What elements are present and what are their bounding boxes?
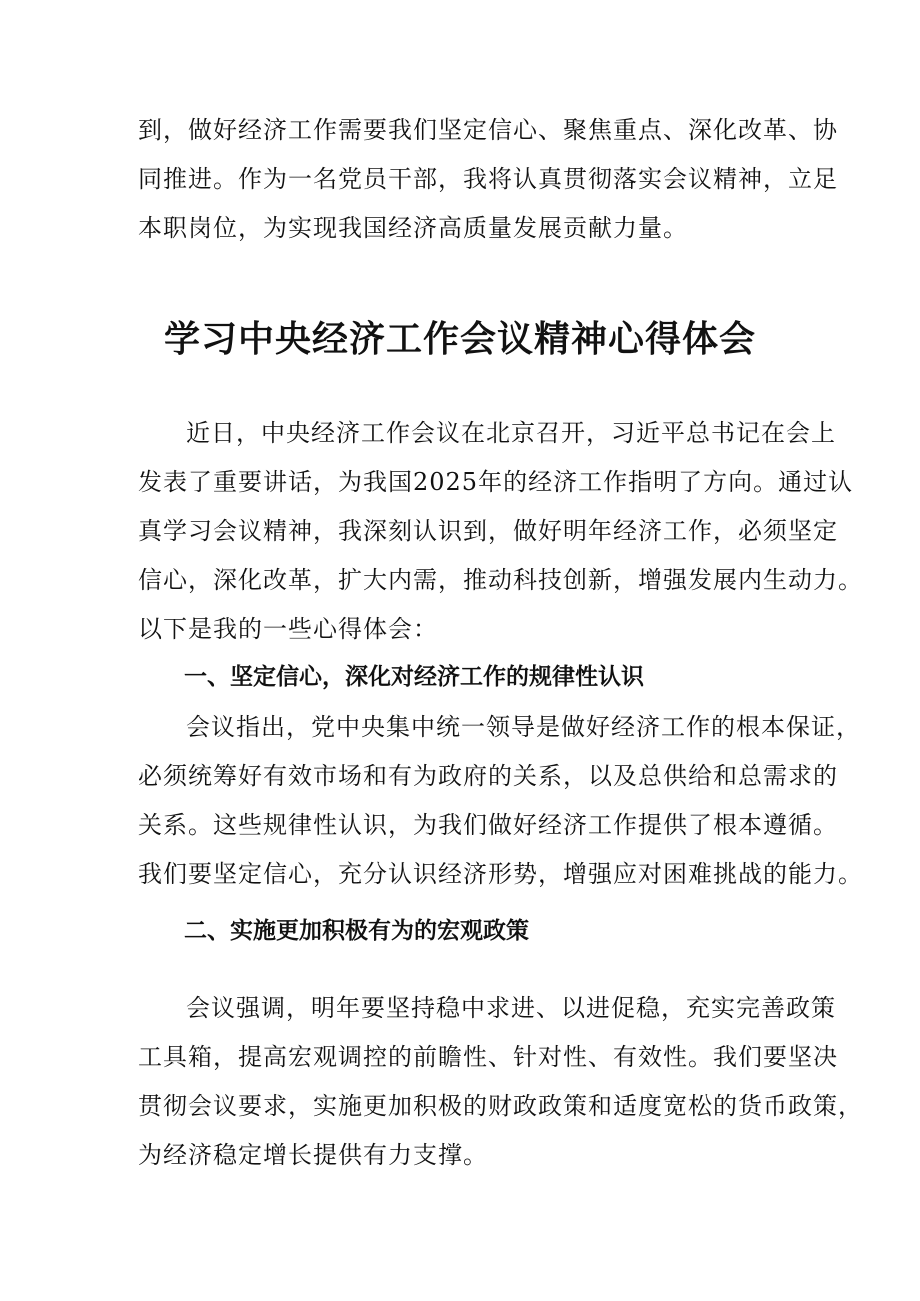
intro-line-2: 同推进。作为一名党员干部，我将认真贯彻落实会议精神，立足 (138, 165, 838, 193)
document-title: 学习中央经济工作会议精神心得体会 (163, 319, 756, 360)
section1-line-1: 会议指出，党中央集中统一领导是做好经济工作的根本保证， (186, 713, 861, 741)
section2-heading: 二、实施更加积极有为的宏观政策 (184, 918, 529, 944)
section2-line-2: 工具箱，提高宏观调控的前瞻性、针对性、有效性。我们要坚决 (138, 1043, 838, 1071)
section1-line-2: 必须统筹好有效市场和有为政府的关系，以及总供给和总需求的 (138, 762, 838, 790)
section1-heading: 一、坚定信心，深化对经济工作的规律性认识 (184, 664, 644, 690)
section1-line-3: 关系。这些规律性认识，为我们做好经济工作提供了根本遵循。 (138, 811, 838, 839)
section2-line-1: 会议强调，明年要坚持稳中求进、以进促稳，充实完善政策 (186, 994, 836, 1022)
paragraph1-line-5: 以下是我的一些心得体会： (138, 615, 438, 643)
intro-line-3: 本职岗位，为实现我国经济高质量发展贡献力量。 (138, 214, 688, 242)
paragraph1-line-3: 真学习会议精神，我深刻认识到，做好明年经济工作，必须坚定 (138, 517, 838, 545)
intro-line-1: 到，做好经济工作需要我们坚定信心、聚焦重点、深化改革、协 (138, 116, 838, 144)
section1-line-4: 我们要坚定信心，充分认识经济形势，增强应对困难挑战的能力。 (138, 860, 863, 888)
paragraph1-line-2: 发表了重要讲话，为我国2025年的经济工作指明了方向。通过认 (138, 468, 854, 496)
paragraph1-line-1: 近日，中央经济工作会议在北京召开，习近平总书记在会上 (186, 419, 836, 447)
section2-line-3: 贯彻会议要求，实施更加积极的财政政策和适度宽松的货币政策， (138, 1092, 863, 1120)
paragraph1-line-4: 信心，深化改革，扩大内需，推动科技创新，增强发展内生动力。 (138, 566, 863, 594)
section2-line-4: 为经济稳定增长提供有力支撑。 (138, 1141, 488, 1169)
